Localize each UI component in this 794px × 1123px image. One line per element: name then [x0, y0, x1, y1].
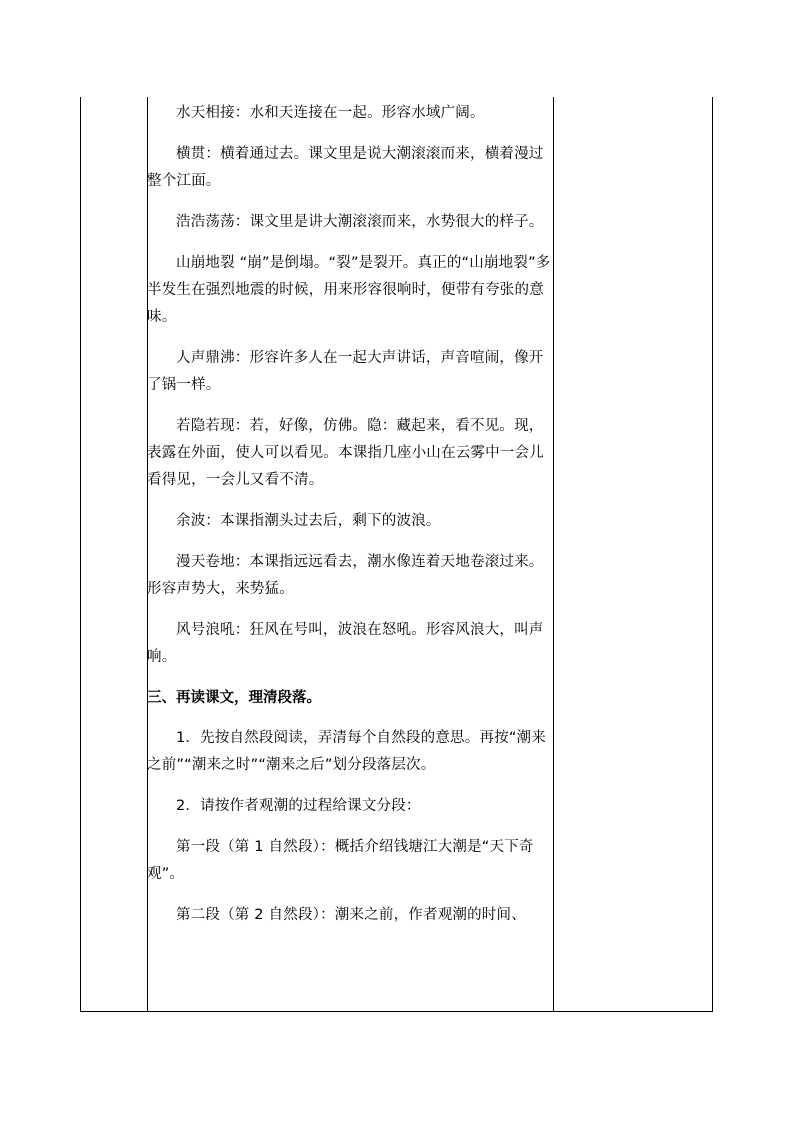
vocab-paragraph: 水天相接：水和天连接在一起。形容水域广阔。 — [176, 105, 485, 121]
step-paragraph: 2．请按作者观潮的过程给课文分段： — [176, 798, 421, 814]
section-heading: 三、再读课文，理清段落。 — [147, 690, 321, 706]
step-paragraph: 第一段（第 1 自然段）：概括介绍钱塘江大潮是“天下奇观”。 — [147, 839, 534, 882]
vocab-paragraph: 横贯：横着通过去。课文里是说大潮滚滚而来，横着漫过整个江面。 — [147, 146, 544, 189]
vocab-paragraph: 风号浪吼：狂风在号叫，波浪在怒吼。形容风浪大，叫声响。 — [147, 622, 544, 665]
vocab-paragraph: 余波：本课指潮头过去后，剩下的波浪。 — [176, 513, 441, 529]
vocab-paragraph: 若隐若现：若，好像，仿佛。隐：藏起来，看不见。现，表露在外面，使人可以看见。本课指几座小山在云雾中一会儿看得见，一会儿又看不清。 — [147, 418, 544, 488]
column-divider-right — [553, 97, 554, 1011]
vocab-paragraph: 山崩地裂 “崩”是倒塌。“裂”是裂开。真正的“山崩地裂”多半发生在强烈地震的时候，用来形容很响时，便带有夸张的意味。 — [147, 255, 551, 325]
lesson-content — [147, 97, 552, 929]
vocab-paragraph: 浩浩荡荡：课文里是讲大潮滚滚而来，水势很大的样子。 — [176, 214, 544, 230]
step-paragraph: 第二段（第 2 自然段）：潮来之前，作者观潮的时间、 — [176, 907, 526, 923]
step-paragraph: 1．先按自然段阅读，弄清每个自然段的意思。再按“潮来之前”“潮来之时”“潮来之后”划分段落层次。 — [147, 730, 546, 773]
vocab-paragraph: 漫天卷地：本课指远远看去，潮水像连着天地卷滚过来。形容声势大，来势猛。 — [147, 554, 544, 597]
vocab-paragraph: 人声鼎沸：形容许多人在一起大声讲话，声音喧闹，像开了锅一样。 — [147, 350, 544, 393]
